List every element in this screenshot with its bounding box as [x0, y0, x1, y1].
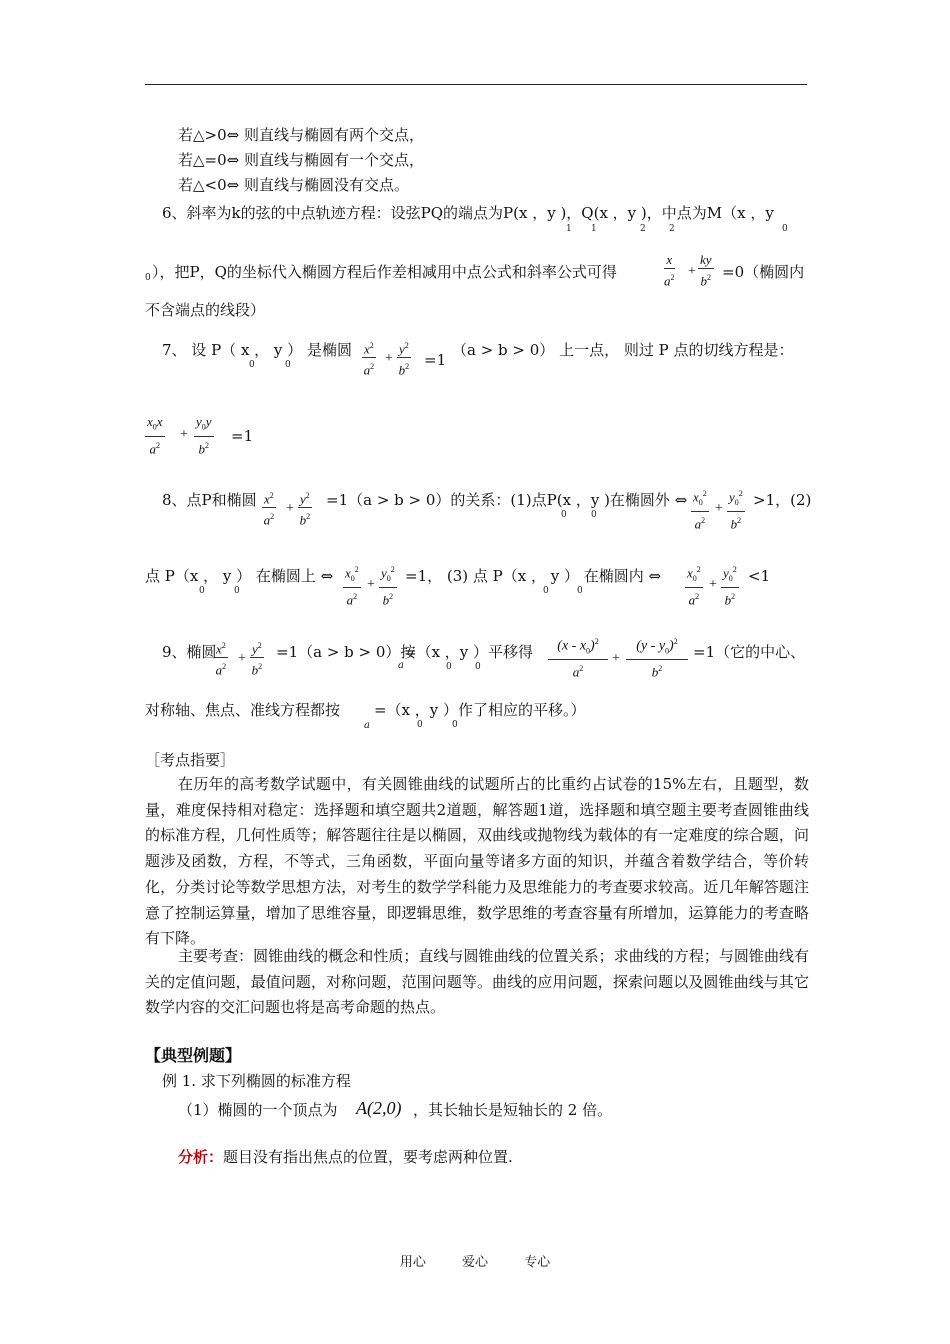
fraction-y2-over-b2: $y^2$ $b^2$: [298, 488, 312, 529]
fraction-ky-over-b2: ky $b^2$: [700, 252, 712, 289]
item-9-line1-mid2: =（x ，y ）平移得: [404, 643, 534, 661]
subscript: 1: [591, 224, 597, 234]
fraction-shifted-y: $(y - y_0)^2$ $b^2$: [626, 634, 688, 681]
subscript: 0: [145, 273, 151, 283]
subscript: 0: [561, 510, 567, 520]
fraction-y02-over-b2: $y_0^2$ $b^2$: [379, 562, 397, 608]
line-delta-positive: 若△>0⇔ 则直线与椭圆有两个交点，: [178, 126, 424, 144]
subscript: 0: [452, 720, 458, 730]
fraction-y2-over-b2: $y^2$ $b^2$: [397, 338, 411, 379]
footer-text-2: 爱心: [461, 1255, 488, 1270]
page-footer: [0, 1251, 950, 1270]
subscript: 0: [285, 360, 291, 370]
vector-a: a: [364, 720, 370, 731]
analysis-text: 题目没有指出焦点的位置，要考虑两种位置.: [223, 1148, 513, 1166]
item-9-line2: 对称轴、焦点、准线方程都按: [145, 701, 341, 719]
example-1-title: 例 1. 求下列椭圆的标准方程: [162, 1072, 351, 1090]
item-8-line2: 点 P（x ， y ） 在椭圆上 ⇔: [145, 567, 334, 585]
analysis-label: 分析：: [178, 1148, 224, 1166]
item-7-line1-end: （a > b > 0） 上一点， 则过 P 点的切线方程是：: [452, 341, 794, 359]
point-a: A(2,0): [356, 1098, 402, 1118]
item-9-line2-end: =（x ，y ）作了相应的平移。）: [374, 701, 586, 719]
fraction-x02-over-a2: $x_0^2$ $a^2$: [685, 562, 703, 608]
item-6-line3: 不含端点的线段）: [145, 301, 266, 319]
fraction-y02-over-b2: $y_0^2$ $b^2$: [721, 562, 739, 608]
vector-a: a: [398, 660, 404, 671]
footer-text-3: 专心: [524, 1255, 551, 1270]
plus-sign: +: [385, 351, 393, 366]
fraction-y2-over-b2: $y^2$ $b^2$: [250, 638, 264, 679]
item-8-line1-end: >1，(2): [753, 491, 812, 509]
item-6-line2: ），把P，Q的坐标代入椭圆方程后作差相减用中点公式和斜率公式可得: [152, 263, 617, 281]
line-delta-zero: 若△=0⇔ 则直线与椭圆有一个交点，: [178, 151, 424, 169]
exam-paragraph-1: 在历年的高考数学试题中，有关圆锥曲线的试题所占的比重约占试卷的15%左右，且题型，数量，难度保持相对稳定：选择题和填空题共2道题，解答题1道，选择题和填空题主要考查圆锥曲线的标准方程，几何性质等；解答题往往是以椭圆，双曲线或抛物线为载体的有一定难度的综合题，问题涉及函数，方程，不等式，三角函数，平面向量等诸多方面的知识，并蕴含着数学结合，等价转化，分类讨论等数学思想方法，对考生的数学学科能力及思维能力的考查要求较高。近几年解答题注意了控制运算量，增加了思维容量，即逻辑思维，数学思维的考查容量有所增加，运算能力的考查略有下降。: [145, 775, 809, 948]
fraction-x2-over-a2: $x^2$ $a^2$: [362, 338, 376, 379]
footer-text-1: 用心: [399, 1255, 426, 1270]
subscript: 2: [640, 224, 646, 234]
section-heading-exam-points: ［考点指要］: [145, 751, 236, 769]
fraction-y0y-over-b2: $y_0y$ $b^2$: [196, 414, 212, 456]
subscript: 0: [543, 586, 549, 596]
subscript: 0: [475, 662, 481, 672]
item-7-eq: =1: [424, 351, 447, 369]
fraction-shifted-x: $(x - x_0)^2$ $a^2$: [548, 634, 608, 681]
item-9-line1-end: =1（它的中心、: [693, 643, 806, 661]
tangent-line-eq: =1: [231, 427, 254, 445]
item-9-line1: 9、椭圆: [162, 643, 217, 661]
plus-sign: +: [688, 264, 696, 279]
subscript: 0: [199, 586, 205, 596]
item-8-line2-end: <1: [748, 567, 771, 585]
item-8-line2-mid: =1， (3) 点 P（x ， y ） 在椭圆内 ⇔: [405, 567, 662, 585]
fraction-x0x-over-a2: $x_0x$ $a^2$: [147, 414, 163, 456]
item-7-line1: 7、 设 P（ x ， y ） 是椭圆: [162, 341, 352, 359]
plus-sign: +: [715, 501, 723, 516]
subscript: 0: [249, 360, 255, 370]
plus-sign: +: [286, 501, 294, 516]
header-rule: [145, 84, 807, 85]
plus-sign: +: [180, 427, 188, 442]
exam-paragraph-2: 主要考查：圆锥曲线的概念和性质；直线与圆锥曲线的位置关系；求曲线的方程；与圆锥曲线有关的定值问题，最值问题，对称问题，范围问题等。曲线的应用问题，探索问题以及圆锥曲线与其它数学内容的交汇问题也将是高考命题的热点。: [145, 947, 809, 1017]
subscript: 0: [591, 510, 597, 520]
subscript: 0: [782, 224, 788, 234]
line-delta-negative: 若△<0⇔ 则直线与椭圆没有交点。: [178, 176, 409, 194]
subscript: 2: [669, 224, 675, 234]
item-8-line1-mid: =1（a > b > 0）的关系：(1)点P(x ，y )在椭圆外 ⇔: [326, 491, 688, 509]
fraction-x02-over-a2: $x_0^2$ $a^2$: [691, 486, 709, 532]
item-8-line1: 8、点P和椭圆: [162, 491, 257, 509]
fraction-x2-over-a2: $x^2$ $a^2$: [214, 638, 228, 679]
item-9-line1-mid: =1（a > b > 0）按: [276, 643, 416, 661]
fraction-x2-over-a2: $x^2$ $a^2$: [262, 488, 276, 529]
fraction-x02-over-a2: $x_0^2$ $a^2$: [343, 562, 361, 608]
fraction-y02-over-b2: $y_0^2$ $b^2$: [727, 486, 745, 532]
plus-sign: +: [367, 577, 375, 592]
subscript: 0: [577, 586, 583, 596]
subscript: 0: [446, 662, 452, 672]
question-1: （1）椭圆的一个顶点为: [178, 1101, 338, 1119]
subscript: 0: [234, 586, 240, 596]
section-heading-examples: 【典型例题】: [145, 1046, 242, 1065]
question-1-end: ，其长轴长是短轴长的 2 倍。: [413, 1101, 613, 1119]
subscript: 1: [566, 224, 572, 234]
fraction-x-over-a2: x $a^2$: [664, 252, 675, 289]
plus-sign: +: [709, 577, 717, 592]
plus-sign: +: [238, 651, 246, 666]
subscript: 0: [417, 720, 423, 730]
plus-sign: +: [612, 651, 620, 666]
analysis-line: [178, 1147, 513, 1167]
item-6-line2-end: =0（椭圆内: [722, 263, 805, 281]
item-6-line1: 6、斜率为k的弦的中点轨迹方程：设弦PQ的端点为P(x ，y )，Q(x ，y )，中点为M（x ，y: [162, 204, 774, 222]
